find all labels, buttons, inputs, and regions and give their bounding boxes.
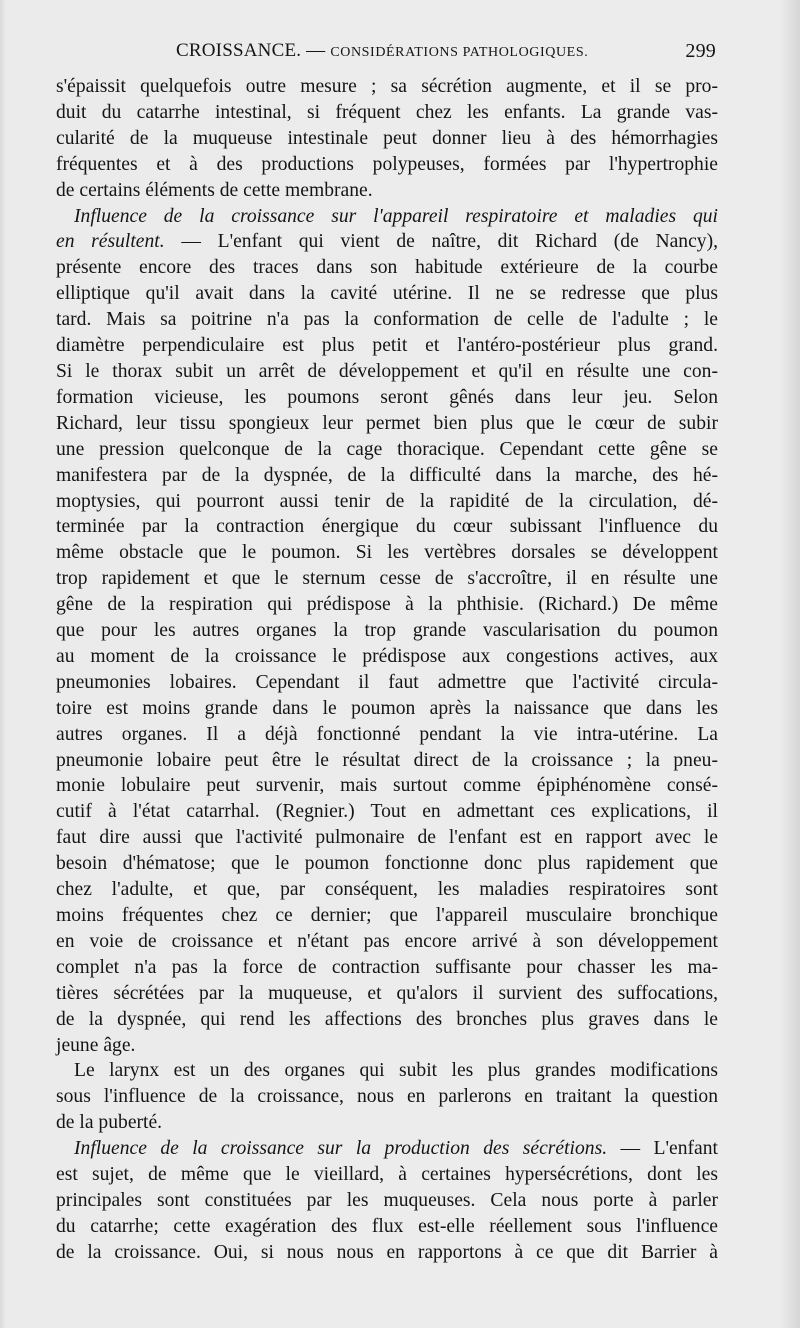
page-number: 299 <box>685 40 716 62</box>
text-line <box>56 229 718 255</box>
text-line: en voie de croissance et n'étant pas encore arrivé à son développement <box>56 930 718 952</box>
running-title-main: CROISSANCE. — <box>176 40 326 61</box>
section-heading-line <box>56 1136 718 1162</box>
text-line: cularité de la muqueuse intestinale peut donner lieu à des hémorrhagies <box>56 127 718 149</box>
text-line: diamètre perpendiculaire est plus petit et l'antéro-postérieur plus grand. <box>56 335 718 357</box>
text-line: même obstacle que le poumon. Si les vertèbres dorsales se développent <box>56 542 718 564</box>
text-line: de certains éléments de cette membrane. <box>56 179 373 201</box>
text-line: présente encore des traces dans son habitude extérieure de la courbe <box>56 257 718 279</box>
text-line: pneumonies lobaires. Cependant il faut admettre que l'activité circula- <box>56 671 718 693</box>
text-line: monie lobulaire peut survenir, mais surtout comme épiphénomène consé- <box>56 775 718 797</box>
text-line: cutif à l'état catarrhal. (Regnier.) Tout en admettant ces explications, il <box>56 801 718 823</box>
section-heading-respiratory-end: en résultent. <box>56 231 165 253</box>
text-line: Si le thorax subit un arrêt de développement et qu'il en résulte une con- <box>56 360 718 382</box>
text-line: tières sécrétées par la muqueuse, et qu'alors il survient des suffocations, <box>56 982 718 1004</box>
text-line-continuation: — L'enfant qui vient de naître, dit Richard (de Nancy), <box>164 231 719 253</box>
text-line: faut dire aussi que l'activité pulmonaire de l'enfant est en rapport avec le <box>56 827 718 849</box>
text-line: toire est moins grande dans le poumon après la naissance que dans les <box>56 697 718 719</box>
text-line: tard. Mais sa poitrine n'a pas la conformation de celle de l'adulte ; le <box>56 309 718 331</box>
text-line: sous l'influence de la croissance, nous en parlerons en traitant la question <box>56 1086 718 1108</box>
text-line: trop rapidement et que le sternum cesse de s'accroître, il en résulte une <box>56 568 718 590</box>
text-line: chez l'adulte, et que, par conséquent, les maladies respiratoires sont <box>56 879 718 901</box>
running-title <box>176 40 588 62</box>
text-line: duit du catarrhe intestinal, si fréquent chez les enfants. La grande vas- <box>56 101 718 123</box>
running-header <box>56 40 718 70</box>
text-line: terminée par la contraction énergique du cœur subissant l'influence du <box>56 516 718 538</box>
text-line: manifestera par de la dyspnée, de la difficulté dans la marche, des hé- <box>56 464 718 486</box>
body-text <box>56 74 718 1266</box>
text-line: jeune âge. <box>56 1034 136 1056</box>
running-title-sub: CONSIDÉRATIONS PATHOLOGIQUES. <box>330 45 589 60</box>
text-line: complet n'a pas la force de contraction suffisante pour chasser les ma- <box>56 956 718 978</box>
text-line: elliptique qu'il avait dans la cavité utérine. Il ne se redresse que plus <box>56 283 718 305</box>
text-line: principales sont constituées par les muqueuses. Cela nous porte à parler <box>56 1189 718 1211</box>
text-line: que pour les autres organes la trop grande vascularisation du poumon <box>56 620 718 642</box>
text-line: fréquentes et à des productions polypeuses, formées par l'hypertrophie <box>56 153 718 175</box>
text-line: Le larynx est un des organes qui subit les plus grandes modifications <box>74 1060 718 1082</box>
text-line: besoin d'hématose; que le poumon fonctionne donc plus rapidement que <box>56 853 718 875</box>
section-heading-secretions: Influence de la croissance sur la production des sécrétions. <box>74 1138 608 1160</box>
text-line-continuation: — L'enfant <box>607 1138 718 1160</box>
section-heading-respiratory: Influence de la croissance sur l'appareil respiratoire et maladies qui <box>74 205 718 227</box>
text-line: gêne de la respiration qui prédispose à la phthisie. (Richard.) De même <box>56 594 718 616</box>
text-line: pneumonie lobaire peut être le résultat direct de la croissance ; la pneu- <box>56 749 718 771</box>
text-line: une pression quelconque de la cage thoracique. Cependant cette gêne se <box>56 438 718 460</box>
text-line: de la croissance. Oui, si nous nous en rapportons à ce que dit Barrier à <box>56 1241 718 1263</box>
text-line: formation vicieuse, les poumons seront gênés dans leur jeu. Selon <box>56 386 718 408</box>
text-line: autres organes. Il a déjà fonctionné pendant la vie intra-utérine. La <box>56 723 718 745</box>
text-line: moptysies, qui pourront aussi tenir de la rapidité de la circulation, dé- <box>56 490 718 512</box>
section-heading-line <box>56 204 718 230</box>
text-line: Richard, leur tissu spongieux leur permet bien plus que le cœur de subir <box>56 412 718 434</box>
text-line: au moment de la croissance le prédispose aux congestions actives, aux <box>56 645 718 667</box>
text-line: du catarrhe; cette exagération des flux est-elle réellement sous l'influence <box>56 1215 718 1237</box>
text-line: est sujet, de même que le vieillard, à certaines hypersécrétions, dont les <box>56 1164 718 1186</box>
text-line: de la puberté. <box>56 1112 163 1134</box>
text-line: de la dyspnée, qui rend les affections des bronches plus graves dans le <box>56 1008 718 1030</box>
text-line: s'épaissit quelquefois outre mesure ; sa sécrétion augmente, et il se pro- <box>56 76 718 97</box>
text-line: moins fréquentes chez ce dernier; que l'appareil musculaire bronchique <box>56 905 718 926</box>
